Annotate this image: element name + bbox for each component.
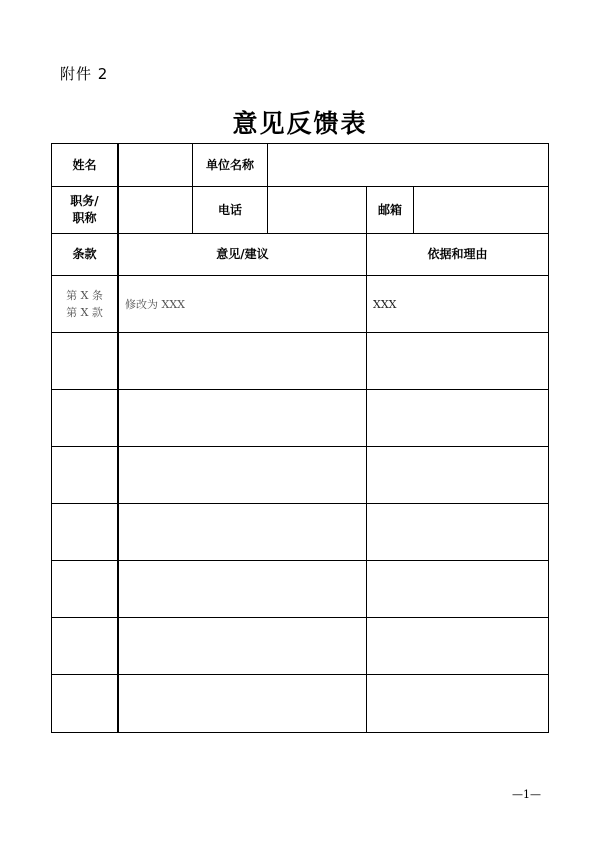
name-field[interactable] [119, 144, 192, 186]
example-basis[interactable]: XXX [373, 297, 397, 311]
opinion-cell[interactable] [119, 618, 366, 674]
position-field[interactable] [119, 187, 192, 233]
basis-header: 依据和理由 [427, 247, 488, 261]
unit-field[interactable] [268, 144, 548, 186]
clause-cell[interactable] [52, 333, 117, 389]
clause-cell[interactable] [52, 390, 117, 446]
opinion-header: 意见/建议 [216, 247, 269, 261]
form-title: 意见反馈表 [232, 109, 368, 138]
clause-cell[interactable] [52, 675, 117, 732]
example-clause [52, 276, 117, 332]
opinion-cell[interactable] [119, 447, 366, 503]
clause-cell[interactable] [52, 447, 117, 503]
opinion-cell[interactable] [119, 561, 366, 617]
page-number: —1— [512, 788, 541, 801]
basis-cell[interactable] [367, 390, 548, 446]
name-label: 姓名 [72, 157, 97, 172]
basis-cell[interactable] [367, 675, 548, 732]
feedback-table [51, 143, 549, 733]
attachment-label: 附件 2 [60, 65, 109, 83]
basis-cell[interactable] [367, 561, 548, 617]
clause-cell[interactable] [52, 561, 117, 617]
position-label-line1: 职务/ [70, 194, 99, 208]
phone-label: 电话 [217, 202, 242, 217]
opinion-cell[interactable] [119, 504, 366, 560]
basis-cell[interactable] [367, 504, 548, 560]
position-label [52, 187, 117, 233]
clause-cell[interactable] [52, 618, 117, 674]
example-clause-line1: 第 X 条 [66, 289, 103, 302]
example-opinion[interactable]: 修改为 XXX [125, 297, 185, 311]
basis-cell[interactable] [367, 618, 548, 674]
basis-cell[interactable] [367, 333, 548, 389]
position-label-line2: 职称 [72, 211, 97, 225]
basis-cell[interactable] [367, 447, 548, 503]
opinion-cell[interactable] [119, 390, 366, 446]
opinion-cell[interactable] [119, 333, 366, 389]
unit-label: 单位名称 [205, 157, 254, 172]
email-field[interactable] [414, 187, 548, 233]
example-clause-line2: 第 X 款 [66, 306, 103, 319]
clause-header: 条款 [72, 247, 97, 261]
opinion-cell[interactable] [119, 675, 366, 732]
email-label: 邮箱 [377, 202, 402, 217]
phone-field[interactable] [268, 187, 366, 233]
clause-cell[interactable] [52, 504, 117, 560]
